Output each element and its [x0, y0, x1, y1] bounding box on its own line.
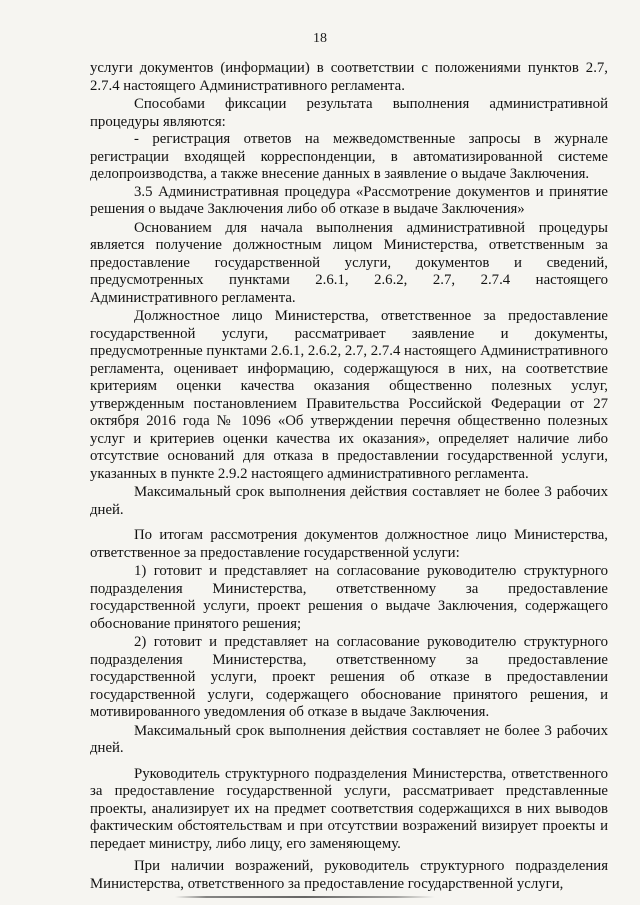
page-number: 18 [313, 31, 327, 46]
paragraph-head-of-unit: Руководитель структурного подразделения Министерства, ответственного за предоставление государственной услуги, рассматривает представленные проекты, анализирует их на предмет соответствия содержащихся в них выводов фактическим обстоятельствам и при отсутствии возражений визирует проекты и передает министру, либо лицу, его заменяющему. [90, 765, 608, 852]
body-text [90, 60, 608, 893]
paragraph-review-results: По итогам рассмотрения документов должностное лицо Министерства, ответственное за предоставление государственной услуги: [90, 527, 608, 561]
paragraph-registration-item: - регистрация ответов на межведомственные запросы в журнале регистрации входящей корреспонденции, в автоматизированной системе делопроизводства, а также внесение данных в заявление о выдаче Заключения. [90, 131, 608, 182]
paragraph-max-term-2: Максимальный срок выполнения действия составляет не более 3 рабочих дней. [90, 722, 608, 756]
paragraph-max-term-1: Максимальный срок выполнения действия составляет не более 3 рабочих дней. [90, 484, 608, 518]
list-item-1: 1) готовит и представляет на согласование руководителю структурного подразделения Министерства, ответственному за предоставление государственной услуги, проект решения о выдаче Заключения, содержащего обоснование принятого решения; [90, 563, 608, 632]
paragraph-fixation-methods: Способами фиксации результата выполнения административной процедуры являются: [90, 96, 608, 130]
paragraph-responsible-official: Должностное лицо Министерства, ответственное за предоставление государственной услуги, рассматривает заявление и документы, предусмотренные пунктами 2.6.1, 2.6.2, 2.7, 2.7.4 настоящего Административного регламента, оценивает информацию, содержащуюся в них, на соответствие критериям оценки качества оказания общественно полезных услуг, утвержденным постановлением Правительства Российской Федерации от 27 октября 2016 года № 1096 «Об утверждении перечня общественно полезных услуг и критериев оценки качества их оказания», определяет наличие либо отсутствие оснований для отказа в предоставлении государственной услуги, указанных в пункте 2.9.2 настоящего административного регламента. [90, 308, 608, 482]
scan-bottom-line [175, 896, 435, 898]
list-item-2: 2) готовит и представляет на согласование руководителю структурного подразделения Министерства, ответственному за предоставление государственной услуги, проект решения об отказе в предоставлении государственной услуги, содержащего обоснование принятого решения, и мотивированного уведомления об отказе в выдаче Заключения. [90, 634, 608, 720]
paragraph-objections: При наличии возражений, руководитель структурного подразделения Министерства, ответственного за предоставление государственной услуги, [90, 858, 608, 892]
section-heading-3-5: 3.5 Административная процедура «Рассмотрение документов и принятие решения о выдаче Заключения либо об отказе в выдаче Заключения» [90, 183, 608, 217]
paragraph-basis: Основанием для начала выполнения административной процедуры является получение должностным лицом Министерства, ответственным за предоставление государственной услуги, документов и сведений, предусмотренных пунктами 2.6.1, 2.6.2, 2.7, 2.7.4 настоящего Административного регламента. [90, 219, 608, 306]
paragraph-continuation: услуги документов (информации) в соответствии с положениями пунктов 2.7, 2.7.4 настоящего Административного регламента. [90, 60, 608, 94]
